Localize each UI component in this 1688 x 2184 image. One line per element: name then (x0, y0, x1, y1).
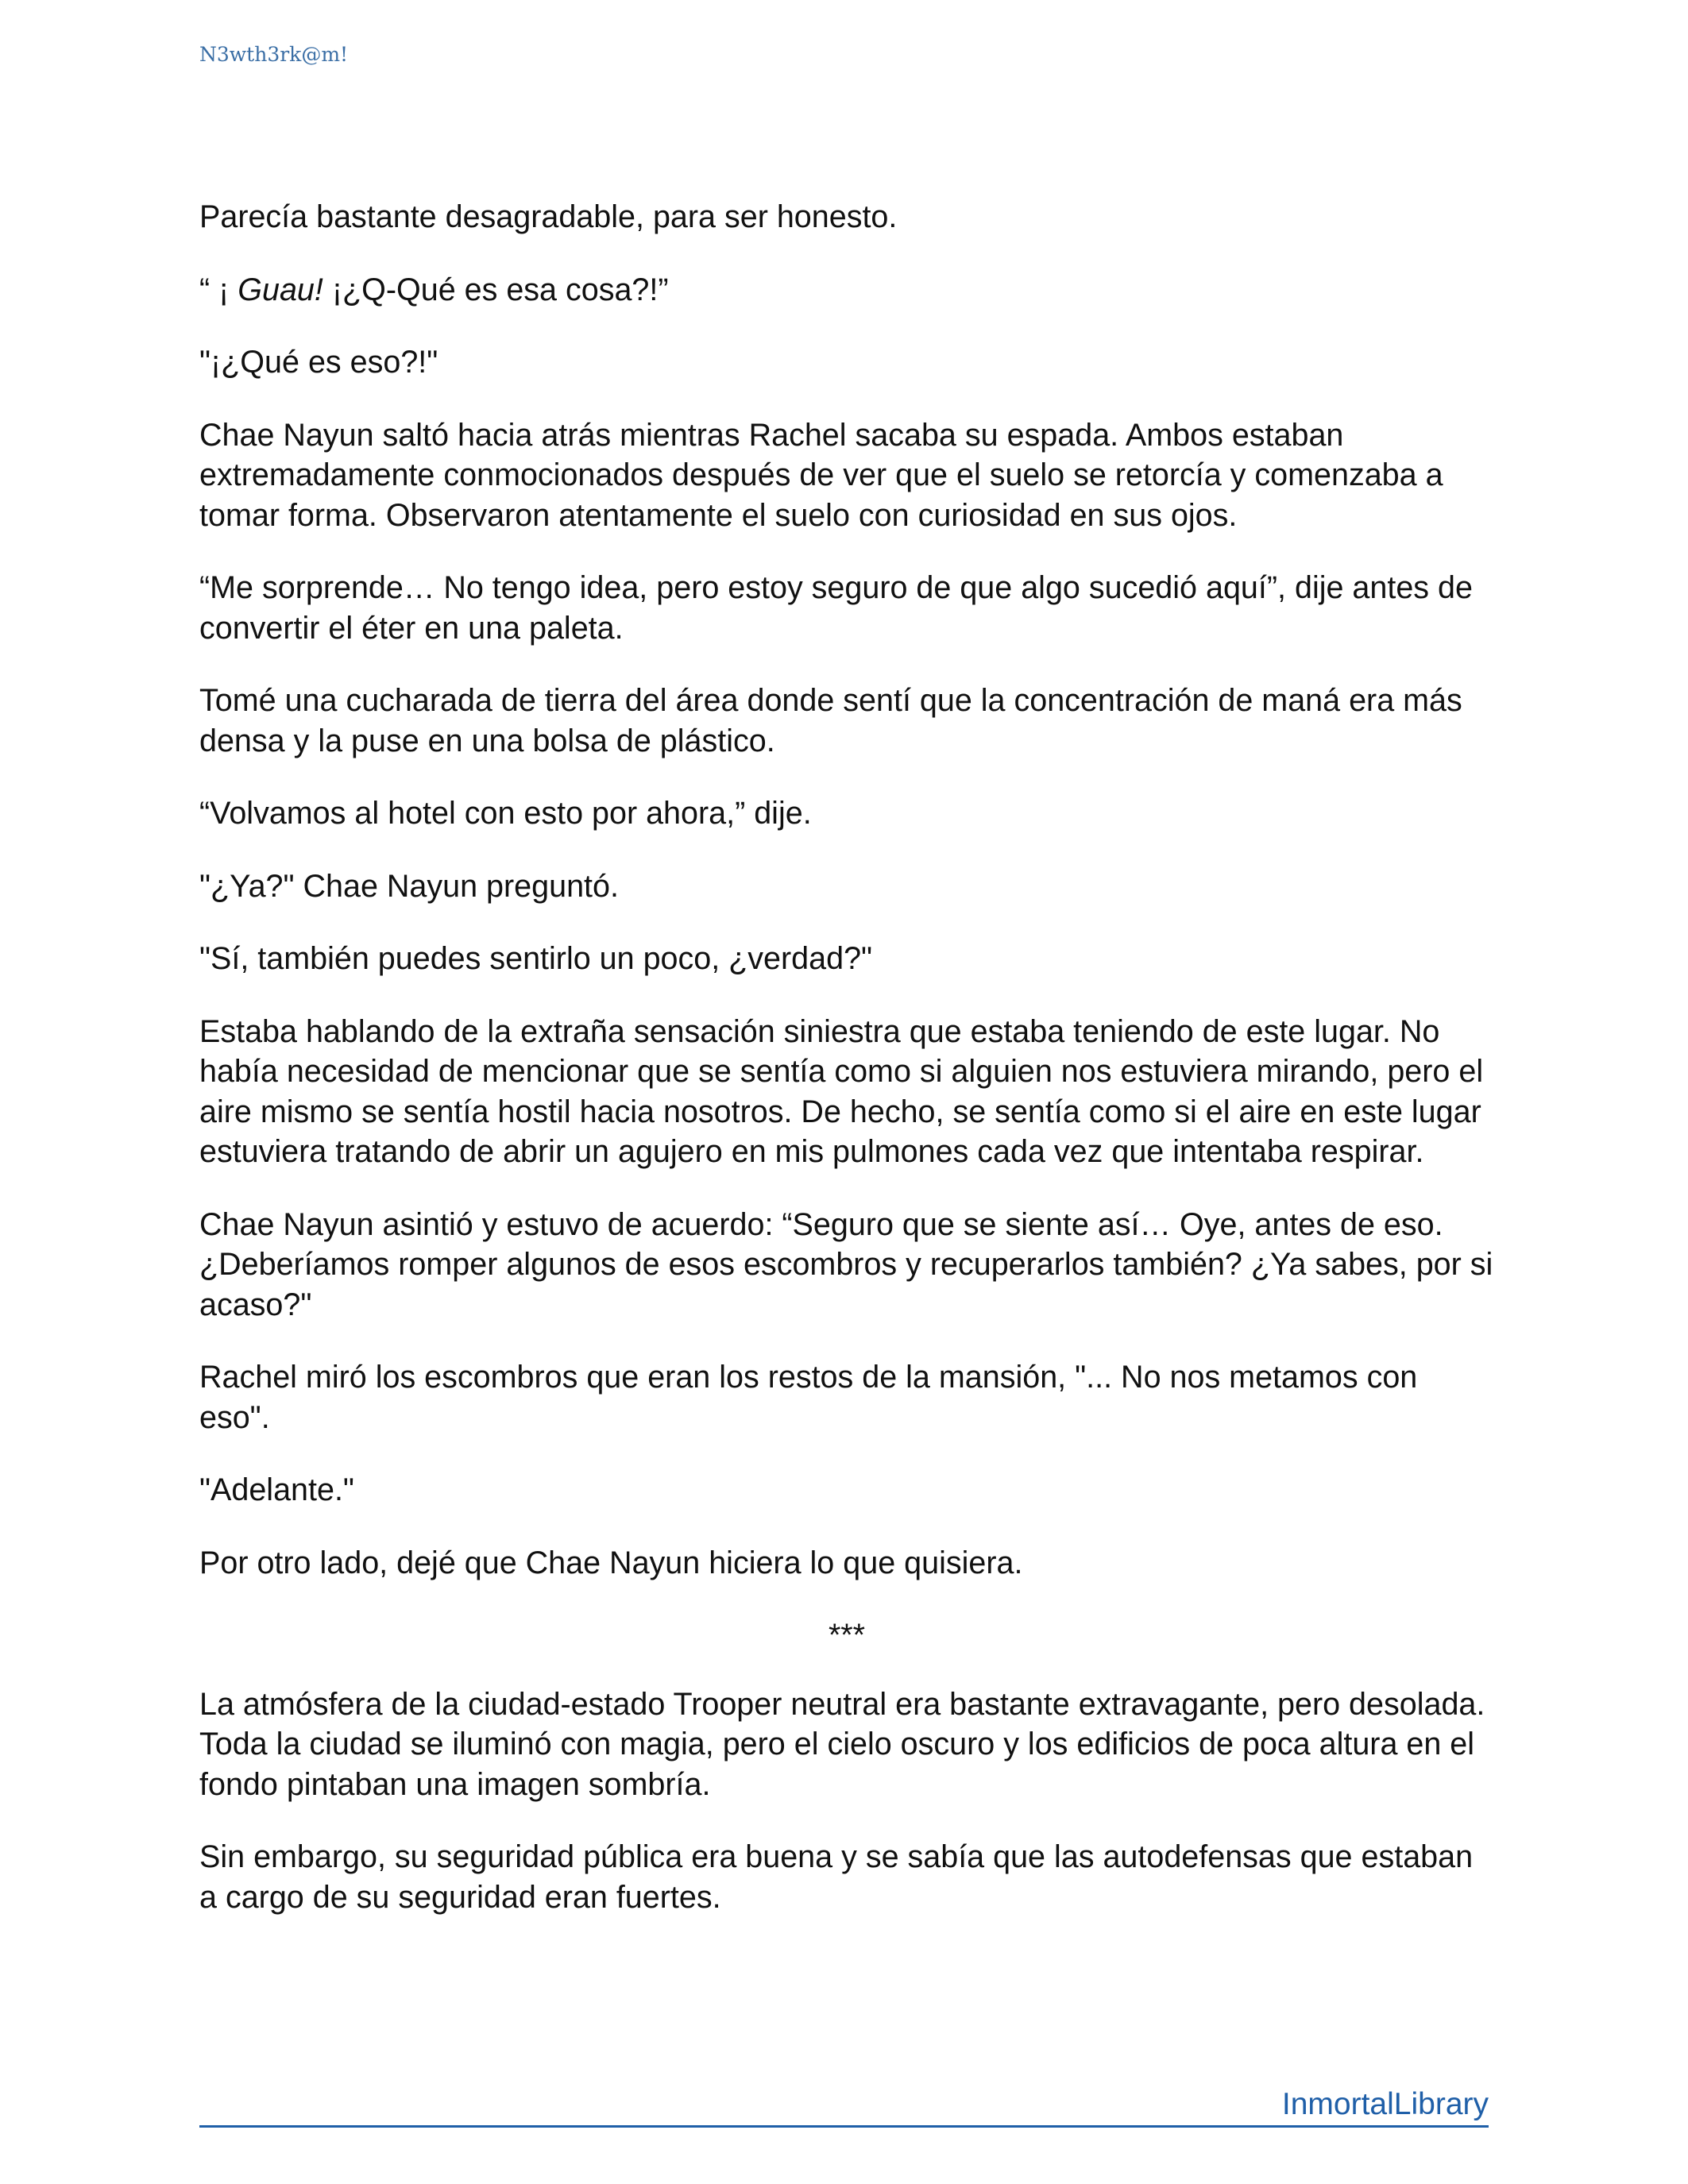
paragraph: Sin embargo, su seguridad pública era buena y se sabía que las autodefensas que estaban a cargo de su seguridad eran fuertes. (199, 1839, 1474, 1915)
paragraph: "Adelante." (199, 1472, 354, 1507)
paragraph-exclamation (199, 270, 1494, 311)
footer-library-link[interactable]: InmortalLibrary (1281, 2087, 1489, 2121)
header-watermark-text: N3wth3rk@m! (199, 43, 349, 66)
paragraph: La atmósfera de la ciudad-estado Trooper neutral era bastante extravagante, pero desolada. Toda la ciudad se iluminó con magia, pero el cielo oscuro y los edificios de poca altura en el fondo pintaban una imagen sombría. (199, 1686, 1485, 1802)
footer-divider (199, 2125, 1489, 2128)
paragraph: Por otro lado, dejé que Chae Nayun hiciera lo que quisiera. (199, 1545, 1023, 1580)
paragraph: "Sí, también puedes sentirlo un poco, ¿verdad?" (199, 941, 873, 976)
paragraph: Parecía bastante desagradable, para ser honesto. (199, 199, 898, 234)
paragraph: Chae Nayun saltó hacia atrás mientras Rachel sacaba su espada. Ambos estaban extremadamente conmocionados después de ver que el suelo se retorcía y comenzaba a tomar forma. Observaron atentamente el suelo con curiosidad en sus ojos. (199, 417, 1443, 533)
document-body (199, 197, 1494, 1950)
paragraph: "¡¿Qué es eso?!" (199, 345, 438, 380)
paragraph: Tomé una cucharada de tierra del área donde sentí que la concentración de maná era más densa y la puse en una bolsa de plástico. (199, 683, 1462, 758)
paragraph: Estaba hablando de la extraña sensación siniestra que estaba teniendo de este lugar. No había necesidad de mencionar que se sentía como si alguien nos estuviera mirando, pero el aire mismo se sentía hostil hacia nosotros. De hecho, se sentía como si el aire en este lugar estuviera tratando de abrir un agujero en mis pulmones cada vez que intentaba respirar. (199, 1013, 1484, 1169)
paragraph: “Me sorprende… No tengo idea, pero estoy seguro de que algo sucedió aquí”, dije antes de convertir el éter en una paleta. (199, 570, 1473, 646)
quote-open: “ ¡ (199, 272, 238, 307)
scene-break: *** (828, 1618, 866, 1653)
paragraph: "¿Ya?" Chae Nayun preguntó. (199, 868, 619, 904)
italic-word: Guau! (238, 272, 323, 307)
paragraph: Rachel miró los escombros que eran los restos de la mansión, "... No nos metamos con eso". (199, 1360, 1418, 1435)
quote-rest: ¡¿Q-Qué es esa cosa?!” (323, 272, 669, 307)
paragraph: “Volvamos al hotel con esto por ahora,” dije. (199, 796, 812, 831)
paragraph: Chae Nayun asintió y estuvo de acuerdo: “Seguro que se siente así… Oye, antes de eso. ¿Deberíamos romper algunos de esos escombros y recuperarlos también? ¿Ya sabes, por si acaso?" (199, 1206, 1493, 1322)
